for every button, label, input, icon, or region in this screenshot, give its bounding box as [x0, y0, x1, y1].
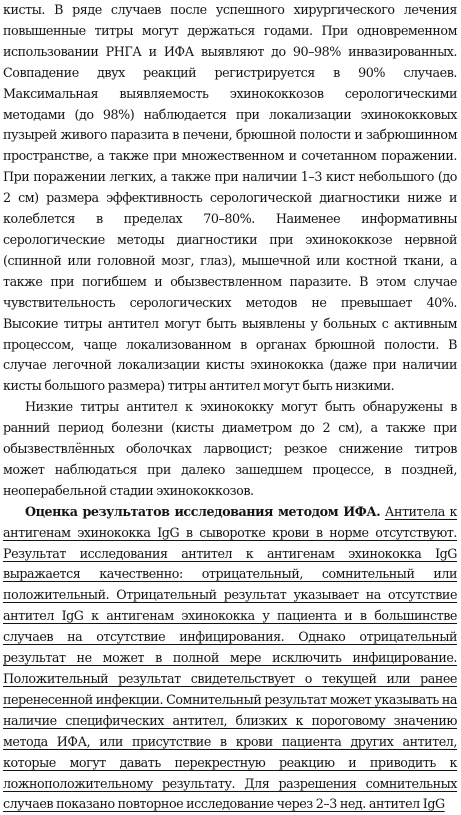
paragraph-serology-efficiency: кисты. В ряде случаев после успешного хирургического лечения повышенные титры могут держаться годами. При одновременном использовании РНГА и ИФА выявляют до 90–98% инвазированных. Совпадение двух реакций регистрируется в 90% случаев. Максимальная выявляемость эхинококкозов серологическими методами (до 98%) наблюдается при локализации эхинококковых пузырей живого паразита в печени, брюшной полости и забрюшинном пространстве, а также при множественном и сочетанном поражении. При поражении легких, а также при наличии 1–3 кист небольшого (до 2 см) размера эффективность серологической диагностики ниже и колеблется в пределах 70–80%. Наименее информативны серологические методы диагностики при эхинококкозе нервной (спинной или головной мозг, глаз), мышечной или костной ткани, а также при погибшем и обызвествленном паразите. В этом случае чувствительность серологических методов не превышает 40%. Высокие титры антител могут быть выявлены у больных с активным процессом, чаще локализованном в органах брюшной полости. В случае легочной локализации кисты эхинококка (даже при наличии кисты большого размера) титры антител могут быть низкими.: [3, 2, 457, 394]
underlined-body-text: Антитела к антигенам эхинококка IgG в сыворотке крови в норме отсутствуют. Результат исследования антител к антигенам эхинококка IgG выражается качественно: отрицательный, сомнительный или положительный. Отрицательный результат указывает на отсутствие антител IgG к антигенам эхинококка у пациента и в большинстве случаев на отсутствие инфицирования. Однако отрицательный результат не может в полной мере исключить инфицирование. Положительный результат свидетельствует о текущей или ранее перенесенной инфекции. Сомнительный результат может указывать на наличие специфических антител, близких к пороговому значению метода ИФА, или присутствие в крови пациента других антител, которые могут давать перекрестную реакцию и приводить к ложноположительному результату. Для разрешения сомнительных случаев показано повторное исследование через 2–3 нед. антител IgG: [3, 503, 457, 812]
section-heading: Оценка результатов исследования методом ИФА.: [25, 503, 381, 519]
paragraph-ifa-evaluation: [3, 502, 457, 815]
paragraph-low-titers: Низкие титры антител к эхинококку могут быть обнаружены в ранний период болезни (кисты диаметром до 2 см), а также при обызвествлённых оболочках ларвоцист; резкое снижение титров может наблюдаться при далеко зашедшем процессе, в поздней, неоперабельной стадии эхинококкозов.: [3, 399, 457, 498]
